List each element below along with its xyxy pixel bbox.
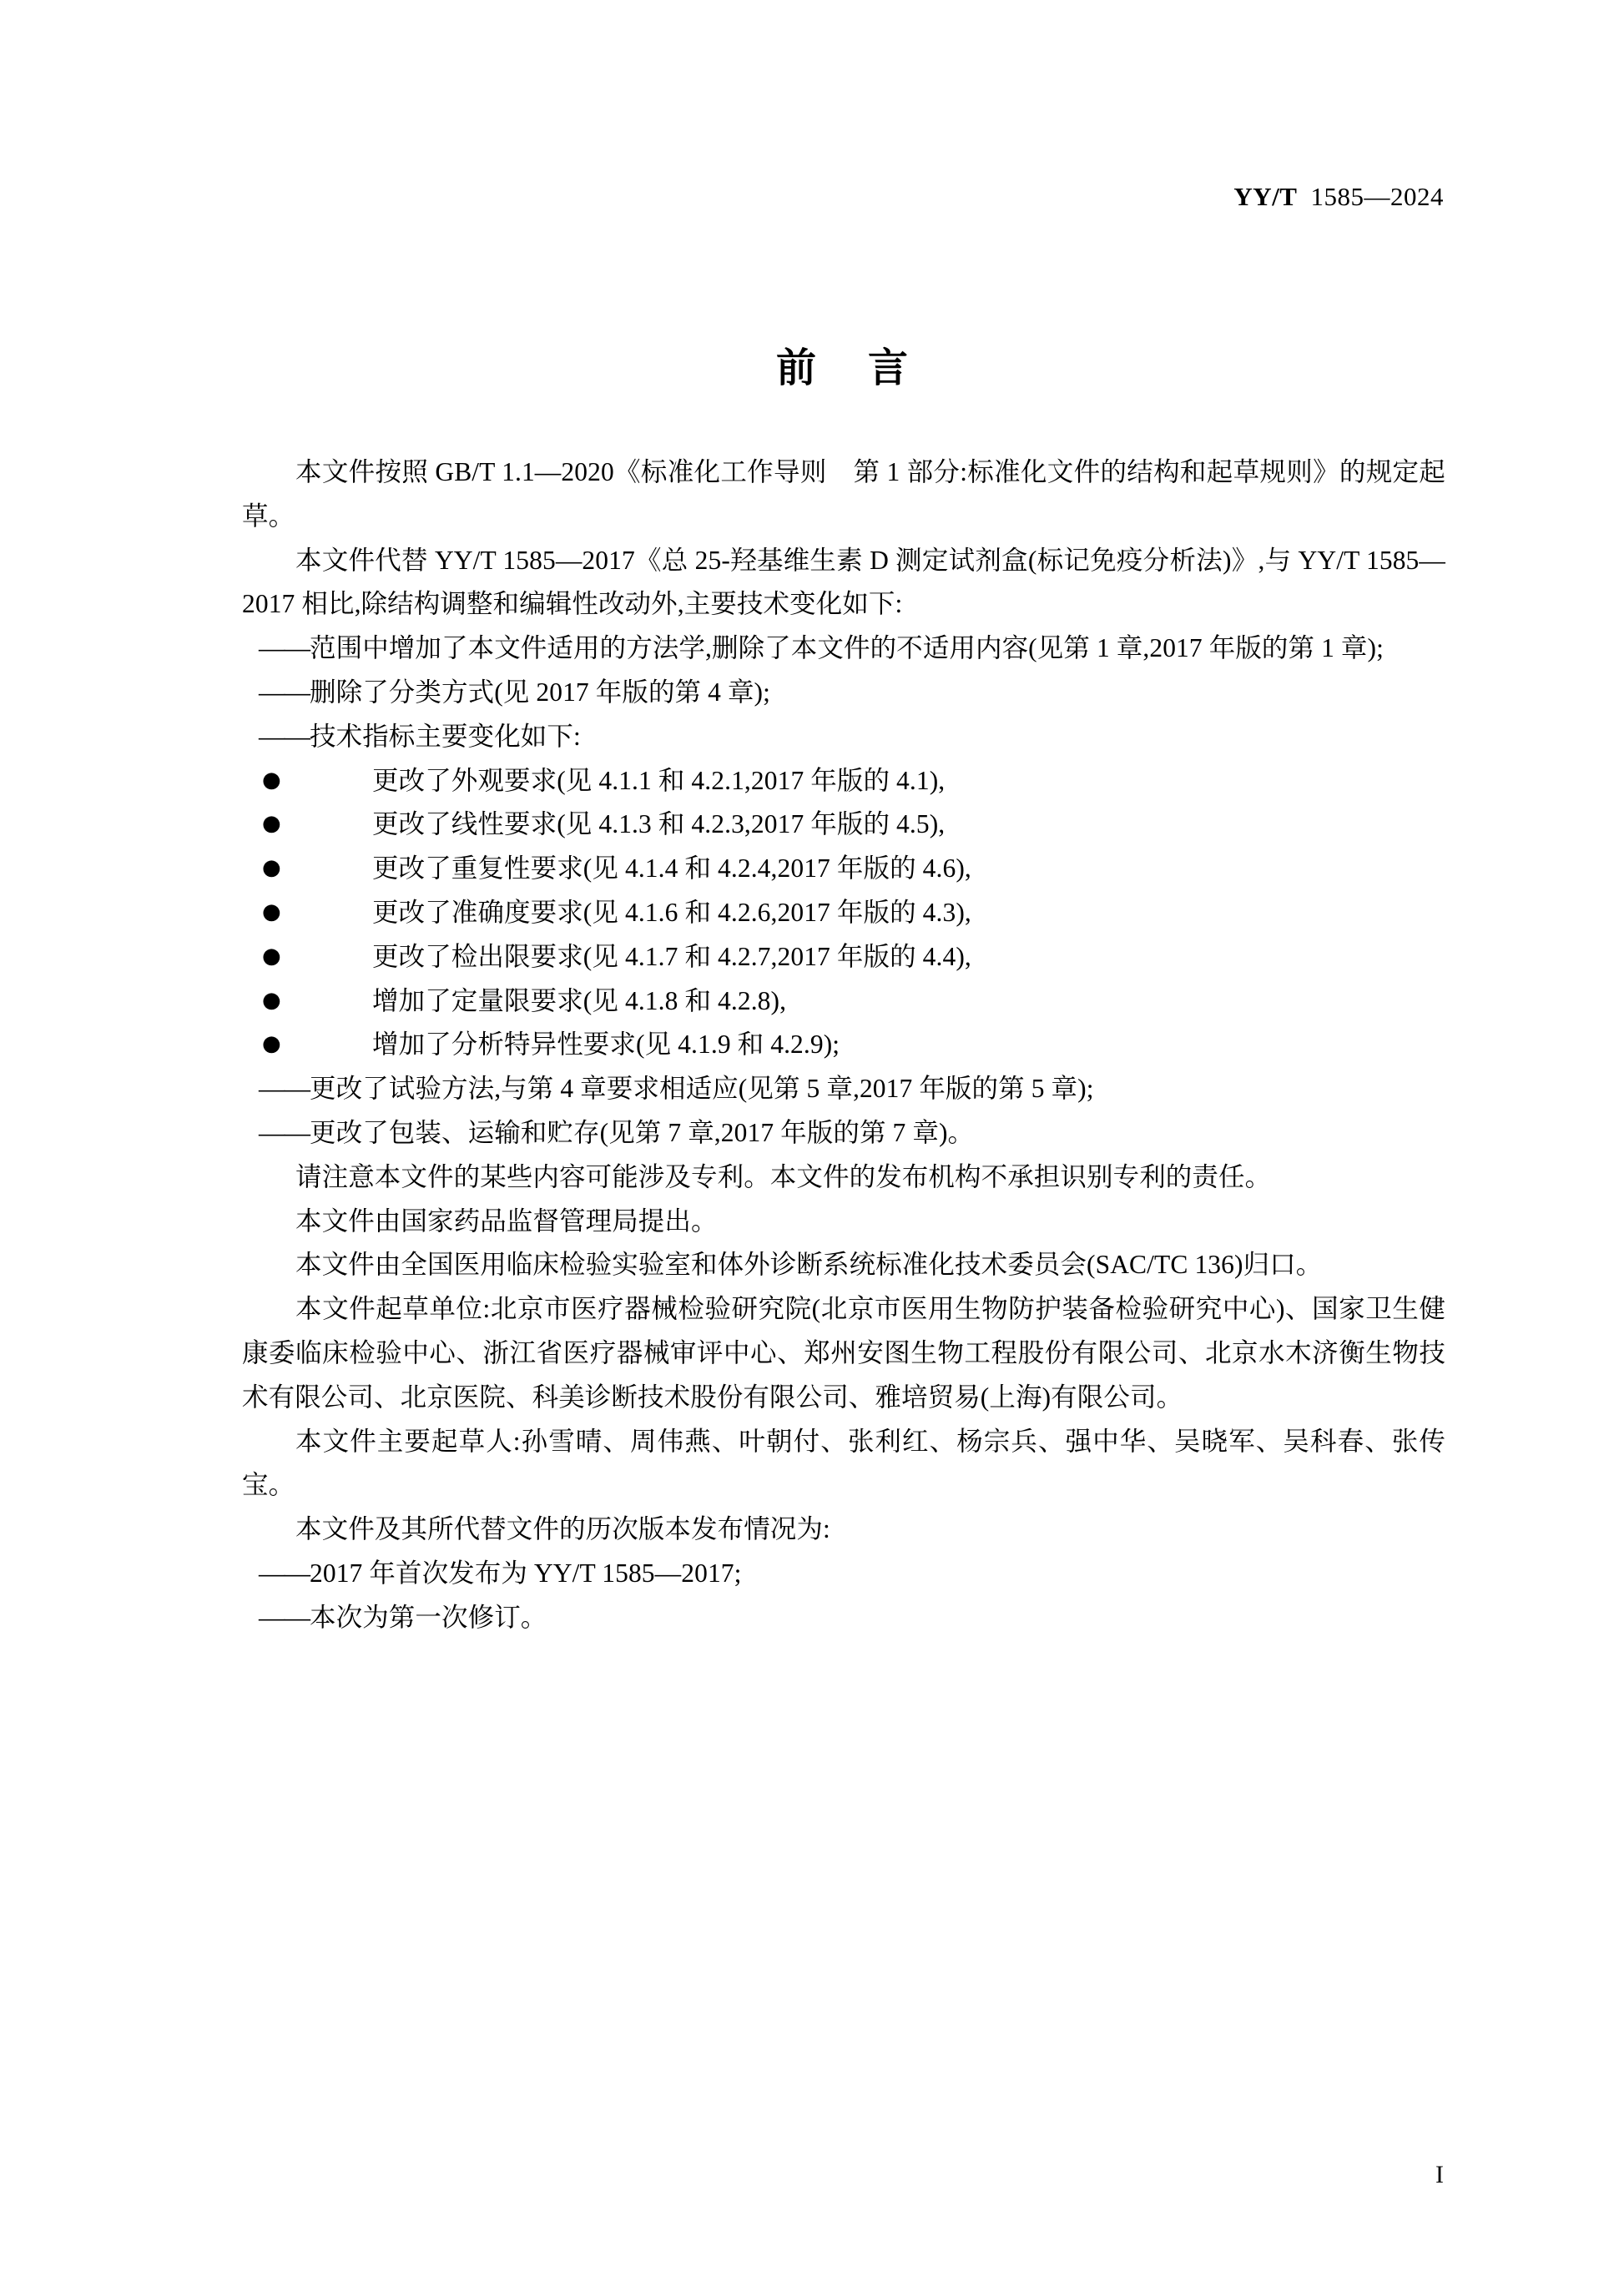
paragraph-principal-drafters: 本文件主要起草人:孙雪晴、周伟燕、叶朝付、张利红、杨宗兵、强中华、吴晓军、吴科春、张传宝。 xyxy=(242,1426,1445,1500)
standard-code: YY/T xyxy=(1233,182,1298,211)
bullet-item-text: 更改了外观要求(见 4.1.1 和 4.2.1,2017 年版的 4.1), xyxy=(372,765,946,795)
change-item-text: 更改了试验方法,与第 4 章要求相适应(见第 5 章,2017 年版的第 5 章); xyxy=(310,1074,1094,1104)
paragraph-scope-basis: 本文件按照 GB/T 1.1—2020《标准化工作导则 第 1 部分:标准化文件的结构和起草规则》的规定起草。 xyxy=(242,457,1445,531)
running-header xyxy=(242,182,1444,212)
change-item-text: 范围中增加了本文件适用的方法学,删除了本文件的不适用内容(见第 1 章,2017 年版的第 1 章); xyxy=(310,633,1384,663)
edition-history-text: 2017 年首次发布为 YY/T 1585—2017; xyxy=(310,1558,742,1588)
paragraph-proposer: 本文件由国家药品监督管理局提出。 xyxy=(295,1206,718,1236)
bullet-dot-icon: ● xyxy=(262,855,281,881)
standard-number: 1585—2024 xyxy=(1310,182,1444,211)
em-dash-marker: —— xyxy=(259,721,310,751)
em-dash-marker: —— xyxy=(259,1117,310,1147)
bullet-dot-icon: ● xyxy=(262,767,281,793)
edition-history-first-issue xyxy=(242,1552,1445,1596)
bullet-item-text: 增加了定量限要求(见 4.1.8 和 4.2.8), xyxy=(372,985,787,1015)
em-dash-marker: —— xyxy=(259,1074,310,1104)
bullet-dot-icon: ● xyxy=(262,811,281,837)
bullet-dot-icon: ● xyxy=(262,1031,281,1057)
change-item-test-method xyxy=(242,1067,1445,1111)
change-item-packaging xyxy=(242,1111,1445,1156)
edition-history-current-revision xyxy=(242,1596,1445,1640)
change-item-scope xyxy=(242,627,1445,671)
change-item-technical-index xyxy=(242,715,1445,759)
bullet-item-text: 增加了分析特异性要求(见 4.1.9 和 4.2.9); xyxy=(372,1030,840,1060)
em-dash-marker: —— xyxy=(259,677,310,707)
bullet-item-text: 更改了重复性要求(见 4.1.4 和 4.2.4,2017 年版的 4.6), xyxy=(372,853,971,884)
paragraph-technical-committee: 本文件由全国医用临床检验实验室和体外诊断系统标准化技术委员会(SAC/TC 136)归口。 xyxy=(295,1250,1323,1280)
edition-history-text: 本次为第一次修订。 xyxy=(310,1602,547,1632)
page-title xyxy=(242,335,1444,393)
bullet-item-text: 更改了准确度要求(见 4.1.6 和 4.2.6,2017 年版的 4.3), xyxy=(372,897,971,927)
bullet-item-repeatability xyxy=(242,847,1445,891)
paragraph-patent-notice: 请注意本文件的某些内容可能涉及专利。本文件的发布机构不承担识别专利的责任。 xyxy=(295,1161,1272,1191)
bullet-item-analytical-specificity xyxy=(242,1023,1445,1067)
change-item-text: 技术指标主要变化如下: xyxy=(310,721,581,751)
foreword-body xyxy=(242,451,1445,1640)
change-item-text: 删除了分类方式(见 2017 年版的第 4 章); xyxy=(310,677,770,707)
page-title-char-2: 言 xyxy=(868,345,910,392)
bullet-item-accuracy xyxy=(242,891,1445,935)
bullet-item-linearity xyxy=(242,803,1445,847)
paragraph-edition-history-intro: 本文件及其所代替文件的历次版本发布情况为: xyxy=(295,1514,830,1544)
bullet-item-detection-limit xyxy=(242,935,1445,979)
bullet-dot-icon: ● xyxy=(262,943,281,969)
change-item-classification xyxy=(242,671,1445,715)
page-number: I xyxy=(1435,2161,1444,2188)
paragraph-drafting-organizations: 本文件起草单位:北京市医疗器械检验研究院(北京市医用生物防护装备检验研究中心)、国家卫生健康委临床检验中心、浙江省医疗器械审评中心、郑州安图生物工程股份有限公司、北京水木济衡生物技术有限公司、北京医院、科美诊断技术股份有限公司、雅培贸易(上海)有限公司。 xyxy=(242,1294,1445,1412)
bullet-dot-icon: ● xyxy=(262,899,281,924)
bullet-item-text: 更改了线性要求(见 4.1.3 和 4.2.3,2017 年版的 4.5), xyxy=(372,809,946,839)
em-dash-marker: —— xyxy=(259,633,310,663)
paragraph-replaces: 本文件代替 YY/T 1585—2017《总 25-羟基维生素 D 测定试剂盒(标记免疫分析法)》,与 YY/T 1585—2017 相比,除结构调整和编辑性改动外,主要技术变化如下: xyxy=(242,545,1445,619)
change-item-text: 更改了包装、运输和贮存(见第 7 章,2017 年版的第 7 章)。 xyxy=(310,1117,975,1147)
bullet-dot-icon: ● xyxy=(262,987,281,1013)
bullet-item-quantitation-limit xyxy=(242,979,1445,1024)
page-title-char-1: 前 xyxy=(775,345,818,392)
em-dash-marker: —— xyxy=(259,1602,310,1632)
bullet-item-appearance xyxy=(242,759,1445,803)
em-dash-marker: —— xyxy=(259,1558,310,1588)
bullet-item-text: 更改了检出限要求(见 4.1.7 和 4.2.7,2017 年版的 4.4), xyxy=(372,941,971,971)
